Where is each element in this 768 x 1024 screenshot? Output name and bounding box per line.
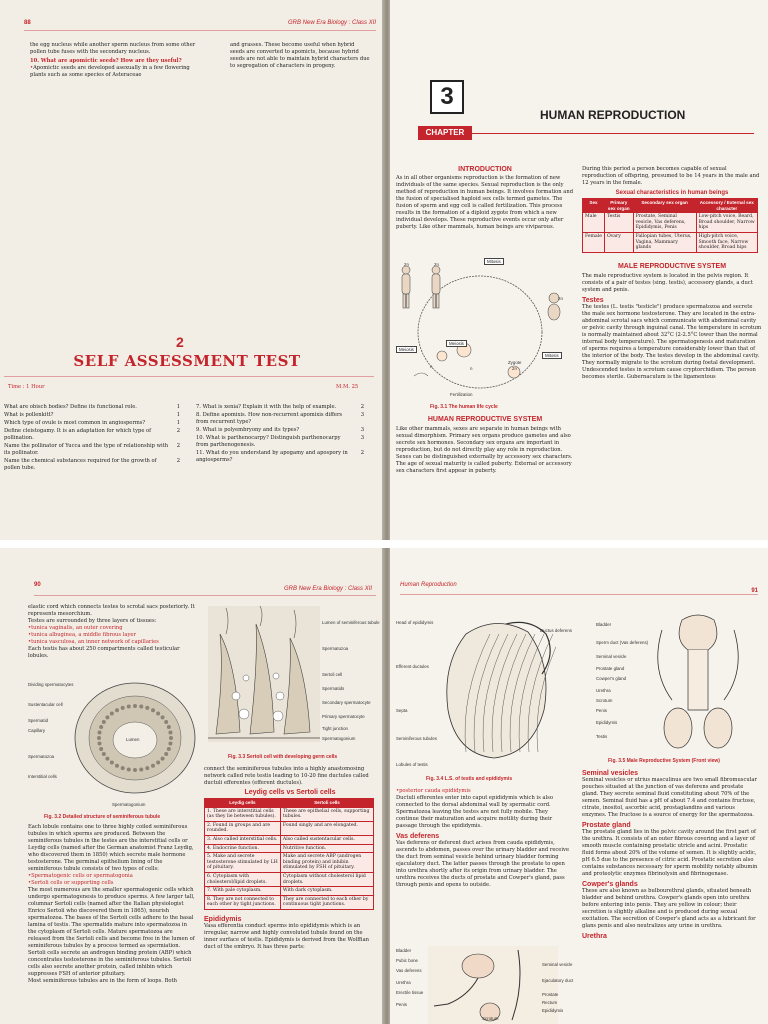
table-header-cell: Primary sex organ [604, 199, 633, 213]
label-mitosis-bottom: Mitosis [542, 352, 562, 359]
label-n-sperm: n [470, 366, 473, 371]
cell-type-item: • Spermatogenic cells or spermatogonia [28, 873, 196, 880]
table-row [205, 807, 374, 821]
label-penis: Penis [396, 1002, 407, 1007]
seminal-vesicles-heading: Seminal vesicles [582, 770, 639, 777]
vas-deferens-text: Vas deferens or deferent duct arises from cauda epididymis, ascends to abdomen, passes over the urinary bladder and receive the duct from seminal vesicle behind urinary bladder forming ejaculatory duct. The latter passes through the prostate to open into urethra shortly after its origin from urinary bladder. The urethra receives the ducts of prostate and Cowper's gland, pass through penis and opens to outside. [396, 840, 570, 888]
label-sertoli-cell: Sertoli cell [322, 672, 343, 677]
table-row [583, 232, 758, 252]
table-cell: 2. Found in groups and are rounded. [205, 821, 281, 835]
sertoli-cell-figure [206, 604, 322, 744]
cell-dot [139, 704, 143, 708]
question-marks: 2 [176, 443, 180, 449]
page-88 [0, 0, 384, 540]
table-cell: High-pitch voice, Smooth face, Narrow shoulder, Broad hips [696, 232, 757, 252]
cell-dot [145, 766, 149, 770]
table-cell: 6. Cytoplasm with cholesterol/lipid droplets. [205, 872, 281, 886]
urethra-heading: Urethra [582, 933, 607, 940]
table-row [205, 853, 374, 873]
title-rule [4, 376, 374, 377]
time-limit: Time : 1 Hour [8, 384, 45, 390]
header-rule [400, 594, 758, 595]
table-cell: Make and secrete ABP (androgen binding protein) and inhibin stimulated by FSH of pituitary. [280, 853, 373, 873]
human-life-cycle-figure [394, 254, 574, 404]
header-rule [24, 30, 376, 31]
label-lumen-tubule: Lumen of seminiferous tubule [322, 620, 380, 625]
para-lobules: Each lobule contains one to three highly coiled seminiferous tubules in which sperms are produced. Between the seminiferous tubules in the testes are the interstitial cells or Leydig cells (named after the German anatomist Franz Leydig, who discovered them in 1850) which secrete male hormone testosterone. The germinal epithelium lining of the seminiferous tubule consists of two types of cells: [28, 824, 194, 872]
table-cell: Found singly and are elongated. [280, 821, 373, 835]
cell-dot [156, 711, 160, 715]
label-capillary: Capillary [28, 728, 46, 733]
question-marks: 3 [360, 427, 364, 433]
question-list-left [4, 404, 180, 473]
intro-text: the egg nucleus while another sperm nucleus from some other pollen tube fuses with the secondary nucleus. [30, 42, 196, 55]
table-cell: Fallopian tubes, Uterus, Vagina, Mammary glands [633, 232, 696, 252]
female-figure [432, 266, 440, 308]
page-number: 88 [24, 20, 31, 26]
epididymis-text: Vasa efferentia conduct sperms into epididymis which is an irregular, narrow and highly convoluted tubule found on the inner surface of testis. Epididymis is derived from the Wolffian duct of the embryo. It has three parts: [204, 922, 370, 950]
cell-dot [98, 742, 102, 746]
label-tight-junction: Tight junction [322, 726, 348, 731]
label-2n-female: 2n [434, 262, 439, 267]
page-number: 90 [34, 582, 41, 588]
question-marks: 1 [176, 420, 180, 426]
question-marks: 1 [176, 412, 180, 418]
table-cell: These are epithelial cells, supporting tubules. [280, 807, 373, 821]
label-epididymis: Epididymis [542, 1008, 564, 1013]
introduction-text: As in all other organisms reproduction is the formation of new individuals of the same species. Sexual reproduction is the only method of reproduction in human beings. It involves formation and the fusion of specialised haploid sex cells termed gametes. The fusion of sperm and egg cell is called fertilization. This process results in the formation of a diploid zygote from which a new individual develops. These reproductive events occur only after puberty. Like other mammals, human beings are viviparous. [396, 175, 574, 230]
table-cell: Female [583, 232, 605, 252]
label-vas-deferens: Vas deferens [396, 968, 422, 973]
label-seminal-vesicle: Seminal vesicle [542, 962, 573, 967]
table-cell: Also called sustentacular cells. [280, 835, 373, 844]
label-septa: Septa [396, 708, 408, 713]
cell-dot [115, 708, 119, 712]
figure-caption-3-4: Fig. 3.4 L.S. of testis and epididymis [426, 776, 513, 782]
cell-dot [164, 720, 168, 724]
table-row [205, 844, 374, 853]
sperm [414, 373, 428, 376]
test-title: SELF ASSESSMENT TEST [73, 352, 301, 370]
cell-dot [98, 730, 102, 734]
label-zygote-2n: 2n [512, 366, 517, 371]
cell-dot [169, 736, 173, 740]
label-seminal-vesicle: Seminal vesicle [596, 654, 627, 659]
cell-dot [139, 768, 143, 772]
question-item [4, 412, 180, 419]
question-10: 10. What are apomictic seeds? How are they useful? [30, 58, 182, 64]
header-rule [34, 595, 376, 596]
cell-dot [102, 752, 106, 756]
table-cell: Male [583, 213, 605, 233]
figure-caption-3-3: Fig. 3.3 Sertoli cell with developing germ cells [228, 754, 338, 760]
label-spermatids: Spermatids [322, 686, 345, 691]
cell-dot [127, 704, 131, 708]
puberty-text: During this period a person becomes capable of sexual reproduction of offspring, presumed to be 14 years in the male and 12 years in the female. [582, 166, 760, 186]
label-meiosis-b: Meiosis [396, 346, 417, 353]
question-text: Name the pollinator of Yucca and the type of relationship with its pollinator. [4, 443, 169, 456]
label-fertilization: Fertilization [450, 392, 473, 397]
label-seminiferous-tubules: Seminiferous tubules [396, 736, 438, 741]
chapter-number: 3 [430, 80, 464, 114]
label-spermatogonium: Spermatogonium [322, 736, 356, 741]
question-text: 8. Define apomixis. How non-recurrent apomixis differs from recurrent type? [196, 412, 343, 425]
label-efferent-ductules: Efferent ductules [396, 664, 429, 669]
male-system-side-figure [428, 946, 558, 1024]
label-lobules-testis: Lobules of testis [396, 762, 428, 767]
epididymis-heading: Epididymis [204, 915, 242, 923]
running-head: Human Reproduction [400, 582, 457, 588]
label-rectum: Rectum [542, 1000, 558, 1005]
question-list-right [196, 404, 364, 465]
question-text: Define cleistogamy. It is an adaptation for which type of pollination. [4, 428, 152, 441]
question-marks: 2 [176, 458, 180, 464]
cell-dot [164, 752, 168, 756]
question-text: 9. What is polyembryony and its types? [196, 427, 300, 433]
cell-dot [151, 708, 155, 712]
label-lumen: Lumen [126, 737, 140, 742]
label-scrotum: Scrotum [482, 1016, 499, 1021]
testes-text: The testes (L. testis "testicle") produce spermatozoa and secrete the male sex hormone testosterone. They are located in the extra-abdominal scrotal sacs which communicate with abdominal cavity or pelvic cavity through inguinal canal. The temperature in scrotum is normally maintained about 32°C (2-2.5°C lower than the normal internal body temperature). The spermatogenesis and maturation of sperms requires a temperature considerably lower than that of the interior of the body. The testes develop in the abdominal cavity. They normally migrate to the scrotum during foetal development. Undescended testes in scrotum cause cryptorchidism. The person becomes sterile. Gubernaculum is the ligamentous [582, 303, 762, 380]
cell-dot [105, 757, 109, 761]
prostate-heading: Prostate gland [582, 822, 631, 829]
table-cell: Testis [604, 213, 633, 233]
label-sperm-duct: Sperm duct (Vas deferens) [596, 640, 649, 645]
cell-type-item: • Sertoli cells or supporting cells [28, 880, 196, 887]
label-pubic-bone: Pubic bone [396, 958, 418, 963]
testis-ls-figure [436, 614, 556, 764]
table-row [205, 821, 374, 835]
page-91 [390, 548, 768, 1024]
hrs-text: Like other mammals, sexes are separate in human beings with sexual dimorphism. Primary sex organs produce gametes and also secrete sex hormones. Secondary sex organs are important in reproduction, but do not directly play any role in reproduction. Sexes can be distinguished externally by accessory sex characters. The age of sexual maturity is called puberty. External or accessory sex characters first appear in puberty. [396, 426, 573, 474]
table-row [205, 872, 374, 886]
male-figure [402, 266, 410, 308]
cell-dot [121, 706, 125, 710]
question-item [4, 420, 180, 427]
label-prostate: Prostate [542, 992, 559, 997]
table-cell: Low-pitch voice, Beard, Broad shoulder, Narrow hips [696, 213, 757, 233]
table-header-cell: Sertoli cells [280, 799, 373, 808]
label-bladder: Bladder [596, 622, 612, 627]
label-2n-male: 2n [404, 262, 409, 267]
table-cell: Prostate, Seminal vesicle, Vas deferens, Epididymis, Penis [633, 213, 696, 233]
label-prostate-gland: Prostate gland [596, 666, 625, 671]
hrs-heading: HUMAN REPRODUCTIVE SYSTEM [427, 416, 543, 423]
prostate-text: The prostate gland lies in the pelvic cavity around the first part of the urethra. It consists of an outer fibrous covering and a layer of smooth muscle containing prostatic utricle and acini. Prostatic fluid forms about 20% of the volume of semen. It is slightly acidic, pH 6.5 due to the presence of citric acid. Prostatic secretion also contains substances necessary for sperm mobility notably albumin and proteolytic enzymes fibrinolysin and fibrinogenase. [582, 829, 758, 877]
question-marks: 2 [360, 450, 364, 456]
question-marks: 3 [360, 435, 364, 441]
cell-dot [161, 715, 165, 719]
page-89 [390, 0, 768, 540]
cell-dot [110, 761, 114, 765]
question-text: 7. What is xenia? Explain it with the help of example. [196, 404, 337, 410]
label-epididymis: Epididymis [596, 720, 618, 725]
chapter-title: HUMAN REPRODUCTION [540, 108, 686, 122]
page-number: 91 [751, 588, 758, 594]
intro-text-right: and grasses. These become useful when hybrid seeds are converted to apomicts, because hybrid seeds are not able to maintain hybrid characters due to segregation of characters in progeny. [230, 42, 370, 69]
cell-dot [133, 768, 137, 772]
label-ductus-deferens: Ductus deferens [540, 628, 572, 633]
cell-dot [115, 764, 119, 768]
label-spermatozoa: Spermatozoa [28, 754, 55, 759]
epididymis-text: Ductuli efferentes enter into caput epididymis which is also connected to the dorsal abdominal wall by spermatic cord. Spermatozoa leaving the testes are not fully mobile. They continue their maturation and acquire motility during their passage through the epididymis. [396, 795, 553, 829]
male-system-front-figure [642, 610, 754, 760]
label-spermatogonium: Spermatogonium [112, 802, 146, 807]
table-cell: 1. These are interstitial cells (as they lie between tubules). [205, 807, 281, 821]
cell-dot [102, 720, 106, 724]
leydig-sertoli-table [204, 798, 374, 910]
question-item [4, 443, 180, 457]
table-row [205, 895, 374, 909]
cell-dot [97, 736, 101, 740]
table-header-cell: Leydig cells [205, 799, 281, 808]
label-head-epididymis: Head of epididymis [396, 620, 434, 625]
question-item [4, 458, 180, 472]
cell-dot [145, 706, 149, 710]
label-urethra: Urethra [596, 688, 611, 693]
label-meiosis-a: Meiosis [446, 340, 467, 347]
label-ejaculatory-duct: Ejaculatory duct [542, 978, 574, 983]
question-item [4, 404, 180, 411]
label-n-egg: n [430, 364, 433, 369]
question-marks: 2 [360, 404, 364, 410]
rete-testis-text: connect the seminiferous tubules into a highly anastomosing network called rete testis leading to 10-20 fine ductules called ductuli efferentes (efferent ductules). [204, 766, 369, 786]
question-item [4, 428, 180, 442]
label-testis: Testis [596, 734, 608, 739]
table-cell: Nutritive function. [280, 844, 373, 853]
figure-caption-3-1: Fig. 3.1 The human life cycle [430, 404, 498, 410]
question-marks: 2 [176, 428, 180, 434]
cell-dot [168, 730, 172, 734]
mrs-heading: MALE REPRODUCTIVE SYSTEM [617, 262, 727, 270]
table-row [583, 213, 758, 233]
label-spermatozoa: Spermatozoa [322, 646, 349, 651]
cell-dot [167, 747, 171, 751]
answer-10: • Apomictic seeds are developed asexually in a few flowering plants such as some species of Asteraceae [30, 65, 198, 79]
label-dividing-spermatocytes: Dividing spermatocytes [28, 682, 74, 687]
tunic-item: • tunica vaginalis, an outer covering [28, 625, 200, 632]
cell-dot [133, 704, 137, 708]
cell-dot [105, 715, 109, 719]
label-interstitial-cells: Interstitial cells [28, 774, 57, 779]
section-number: 2 [176, 334, 184, 350]
question-text: Name the chemical substances required for the growth of pollen tube. [4, 458, 157, 471]
question-text: What is pollenkitt? [4, 412, 54, 418]
label-2n-baby: 2n [558, 296, 563, 301]
table-header-cell: Accessory / External sex character [696, 199, 757, 213]
question-text: What are obisch bodies? Define its functional role. [4, 404, 137, 410]
question-item [196, 450, 364, 464]
question-text: 10. What is parthenocarpy? Distinguish parthenocarpy from parthenogenesis. [196, 435, 341, 448]
cell-dot [99, 747, 103, 751]
question-item [196, 412, 364, 426]
question-marks: 1 [176, 404, 180, 410]
table-cell: They are connected to each other by continuous tight junctions. [280, 895, 373, 909]
question-text: 11. What do you understand by apogamy and apospory in angiosperms? [196, 450, 348, 463]
label-zygote: Zygote [508, 360, 522, 365]
cell-dot [161, 757, 165, 761]
para-loops: Most seminiferous tubules are in the form of loops. Both [28, 978, 177, 984]
label-cowpers-gland: Cowper's gland [596, 676, 627, 681]
comparison-table-title: Leydig cells vs Sertoli cells [244, 789, 336, 796]
cell-dot [151, 764, 155, 768]
lobule-text: Each testis has about 250 compartments called testicular lobules. [28, 646, 180, 659]
mrs-text: The male reproductive system is located in the pelvis region. It consists of a pair of testes (sing. testis), accessory glands, a duct system and penis. [582, 272, 753, 293]
question-item [196, 404, 364, 411]
label-primary-spermatocyte: Primary spermatocyte [322, 714, 365, 719]
label-bladder: Bladder [396, 948, 412, 953]
para-sertoli: The most numerous are the smaller spermatogenic cells which undergo spermatogenesis to produce sperms. A few larger tall, columnar Sertoli cells (named after the Italian physiologist Enrico Sertoli who discovered them in 1865), nourish spermatozoa. The bases of the Sertoli cells adhere to the basal lamina of testis. The spermatids mature into spermatozoa in the cytoplasm of Sertoli cells. Mature spermatozoa are released from the Sertoli cells and become free in the lumen of seminiferous tubules by a process termed as spermiation. Sertoli cells secrete an androgen binding protein (ABP) which concentrates testosterone in the seminiferous tubules. Sertoli cells also secrete another protein, called inhibin which suppresses FSH of anterior pituitary. [28, 887, 195, 977]
label-spermatid: Spermatid [28, 718, 49, 723]
label-penis: Penis [596, 708, 607, 713]
bottom-spread [0, 548, 768, 1024]
label-mitosis-top: Mitosis [484, 258, 504, 265]
cell-dot [127, 768, 131, 772]
label-scrotum: Scrotum [596, 698, 613, 703]
page-90 [0, 548, 384, 1024]
table-row [205, 835, 374, 844]
label-urethra: Urethra [396, 980, 411, 985]
question-text: Which type of ovule is most common in angiosperms? [4, 420, 146, 426]
table-cell: 3. Also called interstitial cells. [205, 835, 281, 844]
cell-dot [110, 711, 114, 715]
table-cell: 7. With pale cytoplasm. [205, 887, 281, 896]
running-head: GRB New Era Biology : Class XII [288, 20, 377, 26]
cell-dot [167, 725, 171, 729]
table-cell: Cytoplasm without cholesterol lipid droplets. [280, 872, 373, 886]
cowpers-text: These are also known as bulbourethral glands, situated beneath bladder and behind urethra. Cowper's glands open into urethra before entering into penis. They are yellow in colour; their secretion is slightly alkaline and is produced during sexual excitation. The secretion of Cowper's gland acts as a lubricant for glans penis and also neutralizes any urine in urethra. [582, 888, 756, 929]
cell-dot [156, 761, 160, 765]
table-cell: With dark cytoplasm. [280, 887, 373, 896]
table-header-cell: Secondary sex organ [633, 199, 696, 213]
epididymis-cauda: • posterior cauda epididymis [396, 788, 570, 795]
table-cell: 5. Make and secrete testosterone stimulated by LH of pituitary. [205, 853, 281, 873]
intro-text: elastic cord which connects testes to scrotal sacs posteriorly. It represents mesorchium. [28, 604, 195, 617]
egg-cell [437, 351, 447, 361]
question-item [196, 427, 364, 434]
cell-dot [121, 766, 125, 770]
chapter-label: CHAPTER [418, 126, 472, 140]
label-erectile-tissue: Erectile tissue [396, 990, 424, 995]
table-header-cell: Sex [583, 199, 605, 213]
question-marks: 3 [360, 412, 364, 418]
tunics-intro: Testes are surrounded by three layers of tissues: [28, 618, 157, 624]
testes-heading: Testes [582, 296, 604, 304]
vas-deferens-heading: Vas deferens [396, 833, 440, 840]
running-head: GRB New Era Biology : Class XII [284, 586, 373, 592]
table-row [205, 887, 374, 896]
tunic-item: • tunica vasculosa, an inner network of capillaries [28, 639, 200, 646]
cell-dot [99, 725, 103, 729]
label-secondary-spermatocyte: Secondary spermatocyte [322, 700, 371, 705]
table-cell: Ovary [604, 232, 633, 252]
label-sustentacular-cell: Sustentacular cell [28, 702, 63, 707]
introduction-heading: INTRODUCTION [458, 166, 512, 173]
figure-caption-3-5: Fig. 3.5 Male Reproductive System (Front view) [608, 758, 720, 764]
max-marks: M.M. 25 [336, 384, 359, 390]
table-title: Sexual characteristics in human beings [615, 190, 729, 196]
cell-dot [168, 742, 172, 746]
table-cell: 4. Endocrine function. [205, 844, 281, 853]
table-cell: 8. They are not connected to each other by tight junctions. [205, 895, 281, 909]
question-item [196, 435, 364, 449]
figure-caption-3-2: Fig. 3.2 Detailed structure of seminiferous tubule [44, 814, 161, 820]
seminal-vesicles-text: Seminal vesicles or utrius masculinus are two small fibromuscular pouches situated at the junction of vas deferens and prostate gland. They secrete seminal fluid constituting about 70% of the semen. Seminal fluid has a pH of about 7.4 and contains fructose, citrate, inositol, ascorbic acid, prostaglandins and various enzymes. The fructose is a source of energy for the spermatozoa. [582, 777, 757, 818]
cowpers-heading: Cowper's glands [582, 881, 638, 888]
chapter-rule [472, 133, 754, 134]
tunic-item: • tunica albuginea, a middle fibrous layer [28, 632, 200, 639]
sexual-characteristics-table [582, 198, 758, 253]
